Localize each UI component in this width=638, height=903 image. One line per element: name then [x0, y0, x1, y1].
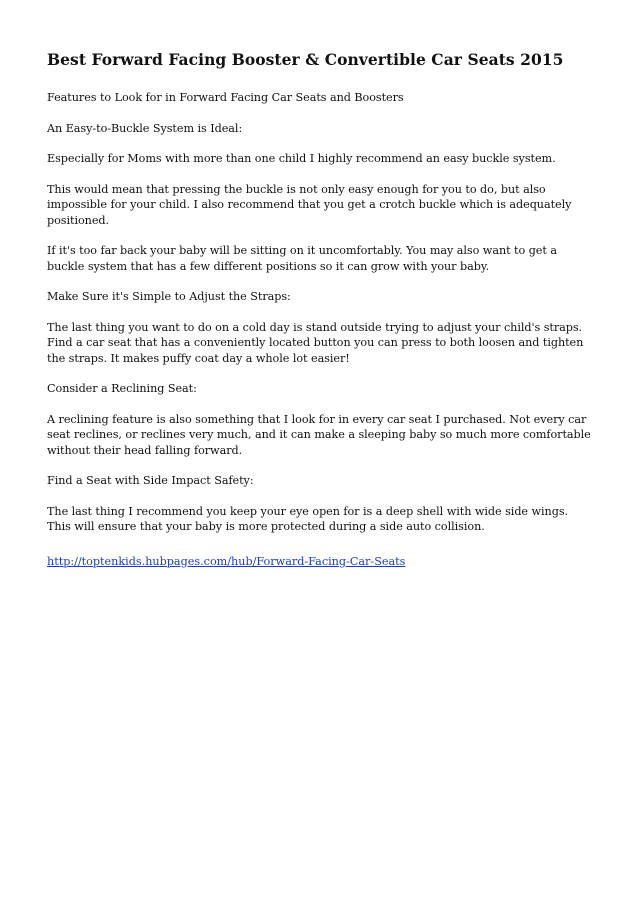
document-page [47, 50, 595, 569]
paragraph-side-impact-detail: The last thing I recommend you keep your eye open for is a deep shell with wide side wings. This will ensure that your baby is more protected during a side auto collision. [47, 504, 569, 533]
paragraph-buckle-heading: An Easy-to-Buckle System is Ideal: [47, 121, 243, 135]
document-title: Best Forward Facing Booster & Convertible Car Seats 2015 [47, 50, 564, 69]
paragraph-straps-heading: Make Sure it's Simple to Adjust the Straps: [47, 290, 291, 303]
paragraph-buckle-position: If it's too far back your baby will be sitting on it uncomfortably. You may also want to get a buckle system that has a few different positions so it can grow with your baby. [47, 244, 557, 273]
paragraph-features-heading: Features to Look for in Forward Facing Car Seats and Boosters [47, 91, 404, 104]
paragraph-side-impact-heading: Find a Seat with Side Impact Safety: [47, 474, 254, 487]
paragraph-reclining-heading: Consider a Reclining Seat: [47, 382, 197, 395]
paragraph-buckle-intro: Especially for Moms with more than one child I highly recommend an easy buckle system. [47, 152, 556, 165]
paragraph-reclining-detail: A reclining feature is also something that I look for in every car seat I purchased. Not every car seat reclines, or reclines very much, and it can make a sleeping baby so much more comfortable without their head falling forward. [47, 412, 591, 457]
source-link[interactable]: http://toptenkids.hubpages.com/hub/Forward-Facing-Car-Seats [47, 554, 406, 568]
paragraph-buckle-detail: This would mean that pressing the buckle is not only easy enough for you to do, but also impossible for your child. I also recommend that you get a crotch buckle which is adequately positioned. [47, 182, 572, 227]
paragraph-straps-detail: The last thing you want to do on a cold day is stand outside trying to adjust your child's straps. Find a car seat that has a conveniently located button you can press to both loosen and tighten the straps. It makes puffy coat day a whole lot easier! [47, 320, 584, 365]
